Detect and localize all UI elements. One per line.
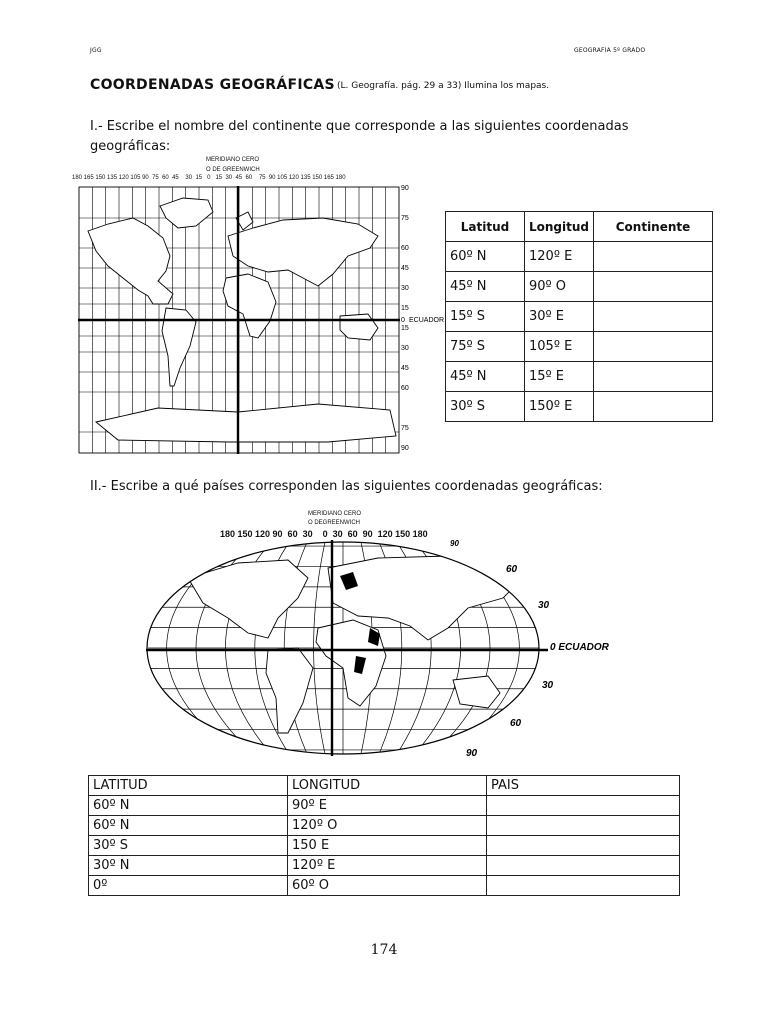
lat-label-30s: 30: [542, 680, 554, 691]
map2-longitude-ticks: 180 150 120 90 60 30 0 30 60 90 120 150 180: [220, 529, 428, 539]
cell-latitud: 60º N: [446, 242, 525, 272]
table-header-row: [89, 776, 680, 796]
header-right: GEOGRAFIA 5º GRADO: [574, 47, 646, 54]
col-header-pais: PAIS: [487, 776, 680, 796]
cell-longitud: 15º E: [525, 362, 594, 392]
answer-cell-continente[interactable]: [594, 242, 713, 272]
answer-cell-pais[interactable]: [487, 836, 680, 856]
lat-tick-45n: 45: [401, 265, 409, 272]
page-title: COORDENADAS GEOGRÁFICAS: [90, 77, 335, 93]
table-row: [89, 836, 680, 856]
lat-tick-75s: 75: [401, 425, 409, 432]
table-row: [446, 302, 713, 332]
answer-cell-continente[interactable]: [594, 362, 713, 392]
table-row: [89, 856, 680, 876]
cell-longitud: 105º E: [525, 332, 594, 362]
table-row: [446, 392, 713, 422]
cell-latitud: 30º N: [89, 856, 288, 876]
cell-longitud: 120º O: [288, 816, 487, 836]
map2-meridian-label-1: MERIDIANO CERO: [308, 511, 362, 517]
lat-label-90n: 90: [450, 539, 459, 548]
answer-cell-continente[interactable]: [594, 302, 713, 332]
countries-table: [88, 775, 680, 896]
cell-longitud: 60º O: [288, 876, 487, 896]
map1-latitude-ticks: [401, 185, 444, 452]
cell-longitud: 30º E: [525, 302, 594, 332]
header-left: JGG: [90, 47, 102, 54]
cell-latitud: 30º S: [446, 392, 525, 422]
continents-table: [445, 211, 713, 422]
lat-tick-75n: 75: [401, 215, 409, 222]
table-row: [446, 242, 713, 272]
lat-label-30n: 30: [538, 600, 550, 611]
col-header-longitud: LONGITUD: [288, 776, 487, 796]
page-number: 174: [370, 942, 398, 958]
cell-latitud: 30º S: [89, 836, 288, 856]
col-header-latitud: Latitud: [446, 212, 525, 242]
map1-meridian-label-2: O DE GREENWICH: [206, 167, 260, 173]
table-row: [446, 272, 713, 302]
answer-cell-pais[interactable]: [487, 796, 680, 816]
cell-latitud: 0º: [89, 876, 288, 896]
col-header-continente: Continente: [594, 212, 713, 242]
lat-tick-15s: 15: [401, 325, 409, 332]
section1-question-line1: I.- Escribe el nombre del continente que corresponde a las siguientes coordenadas: [90, 119, 629, 134]
lat-tick-15n: 15: [401, 305, 409, 312]
cell-latitud: 15º S: [446, 302, 525, 332]
lat-tick-30s: 30: [401, 345, 409, 352]
page-subtitle: (L. Geografía. pág. 29 a 33) Ilumina los mapas.: [337, 81, 550, 91]
lat-label-60s: 60: [510, 718, 522, 729]
answer-cell-continente[interactable]: [594, 392, 713, 422]
cell-longitud: 90º E: [288, 796, 487, 816]
cell-latitud: 75º S: [446, 332, 525, 362]
section2-question: II.- Escribe a qué países corresponden las siguientes coordenadas geográficas:: [90, 479, 603, 494]
col-header-longitud: Longitud: [525, 212, 594, 242]
table-row: [446, 332, 713, 362]
lat-tick-45s: 45: [401, 365, 409, 372]
cell-longitud: 150º E: [525, 392, 594, 422]
cell-longitud: 150 E: [288, 836, 487, 856]
lat-label-60n: 60: [506, 564, 518, 575]
lat-tick-60n: 60: [401, 245, 409, 252]
answer-cell-continente[interactable]: [594, 272, 713, 302]
table-row: [89, 876, 680, 896]
map1-equator-label: ECUADOR: [409, 317, 445, 324]
cell-latitud: 45º N: [446, 272, 525, 302]
map1-meridian-label-1: MERIDIANO CERO: [206, 157, 260, 163]
col-header-latitud: LATITUD: [89, 776, 288, 796]
answer-cell-pais[interactable]: [487, 856, 680, 876]
table-row: [89, 816, 680, 836]
lat-tick-0: 0: [401, 317, 405, 324]
section1-question-line2: geográficas:: [90, 139, 171, 154]
cell-latitud: 60º N: [89, 796, 288, 816]
map2-equator-label: 0 ECUADOR: [550, 642, 609, 653]
lat-label-90s: 90: [466, 748, 478, 759]
cell-longitud: 120º E: [525, 242, 594, 272]
lat-tick-30n: 30: [401, 285, 409, 292]
table-row: [446, 362, 713, 392]
table-header-row: [446, 212, 713, 242]
map1-longitude-ticks: 180 165 150 135 120 105 90 75 60 45 30 15 0 15 30 45 60 75 90 105 120 135 150 165 180: [72, 175, 346, 181]
lat-tick-60s: 60: [401, 385, 409, 392]
cell-longitud: 90º O: [525, 272, 594, 302]
answer-cell-pais[interactable]: [487, 876, 680, 896]
lat-tick-90s: 90: [401, 445, 409, 452]
cell-latitud: 60º N: [89, 816, 288, 836]
cell-latitud: 45º N: [446, 362, 525, 392]
map1-world-mercator: [78, 185, 445, 456]
lat-tick-90n: 90: [401, 185, 409, 192]
table-row: [89, 796, 680, 816]
cell-longitud: 120º E: [288, 856, 487, 876]
map2-meridian-label-2: O DEGREENWICH: [308, 520, 361, 526]
answer-cell-pais[interactable]: [487, 816, 680, 836]
map2-world-elliptical: [148, 538, 608, 758]
answer-cell-continente[interactable]: [594, 332, 713, 362]
